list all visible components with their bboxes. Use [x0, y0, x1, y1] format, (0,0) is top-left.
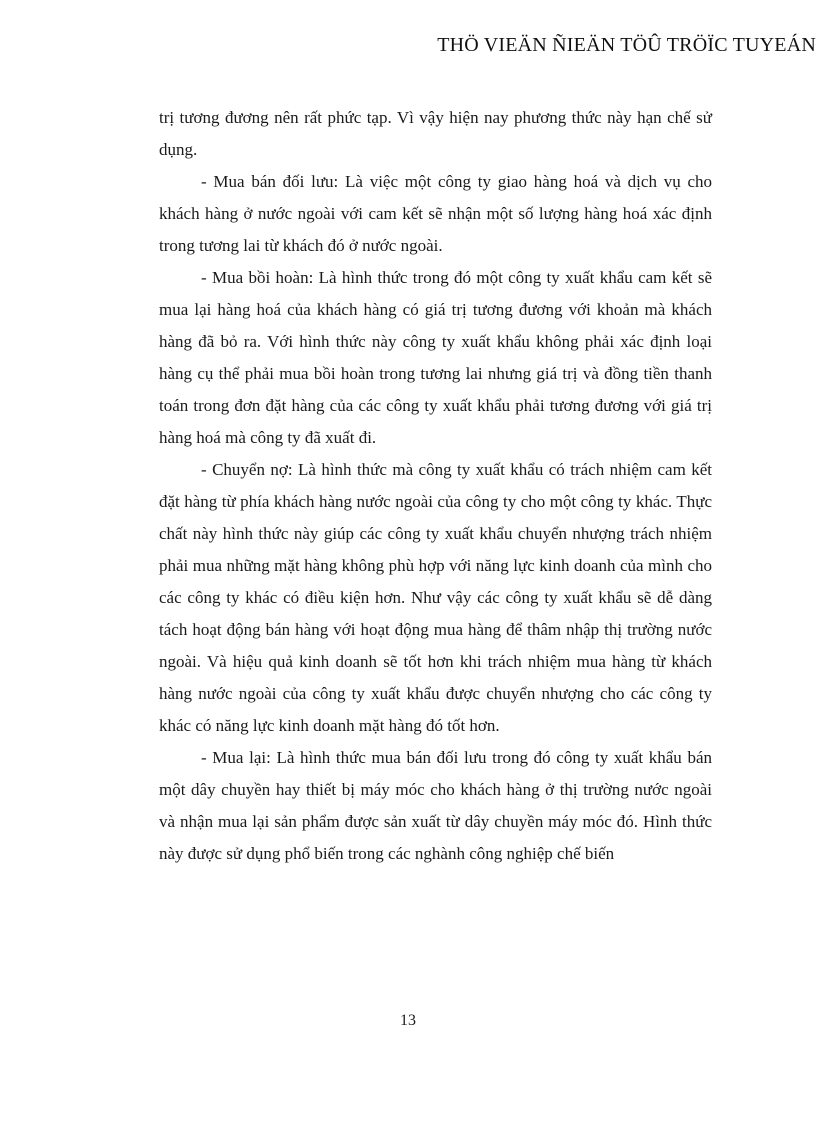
page-number: 13: [400, 1012, 416, 1029]
paragraph-mua-boi-hoan: - Mua bồi hoàn: Là hình thức trong đó một công ty xuất khẩu cam kết sẽ mua lại hàng hoá của khách hàng có giá trị tương đương với khoản mà khách hàng đã bỏ ra. Với hình thức này công ty xuất khẩu không phải xác định loại hàng cụ thể phải mua bồi hoàn trong tương lai nhưng giá trị và đồng tiền thanh toán trong đơn đặt hàng của các công ty xuất khẩu phải tương đương với giá trị hàng hoá mà công ty đã xuất đi.: [159, 268, 712, 447]
paragraph-continuation: trị tương đương nên rất phức tạp. Vì vậy hiện nay phương thức này hạn chế sử dụng.: [159, 108, 712, 159]
document-body: [159, 102, 712, 870]
page-header: THÖ VIEÄN ÑIEÄN TÖÛ TRÖÏC TUYEÁN: [437, 34, 816, 56]
paragraph-mua-lai: - Mua lại: Là hình thức mua bán đối lưu trong đó công ty xuất khẩu bán một dây chuyền hay thiết bị máy móc cho khách hàng ở thị trường nước ngoài và nhận mua lại sản phẩm được sản xuất từ dây chuyền máy móc đó. Hình thức này được sử dụng phổ biến trong các nghành công nghiệp chế biến: [159, 748, 712, 863]
paragraph-chuyen-no: - Chuyển nợ: Là hình thức mà công ty xuất khẩu có trách nhiệm cam kết đặt hàng từ phía khách hàng nước ngoài của công ty cho một công ty khác. Thực chất này hình thức này giúp các công ty xuất khẩu chuyển nhượng trách nhiệm phải mua những mặt hàng không phù hợp với năng lực kinh doanh của mình cho các công ty khác có điều kiện hơn. Như vậy các công ty xuất khẩu sẽ dễ dàng tách hoạt động bán hàng với hoạt động mua hàng để thâm nhập thị trường nước ngoài. Và hiệu quả kinh doanh sẽ tốt hơn khi trách nhiệm mua hàng từ khách hàng nước ngoài của công ty xuất khẩu được chuyển nhượng cho các công ty khác có năng lực kinh doanh mặt hàng đó tốt hơn.: [159, 460, 712, 735]
paragraph-mua-ban-doi-luu: - Mua bán đối lưu: Là việc một công ty giao hàng hoá và dịch vụ cho khách hàng ở nước ngoài với cam kết sẽ nhận một số lượng hàng hoá xác định trong tương lai từ khách đó ở nước ngoài.: [159, 172, 712, 255]
